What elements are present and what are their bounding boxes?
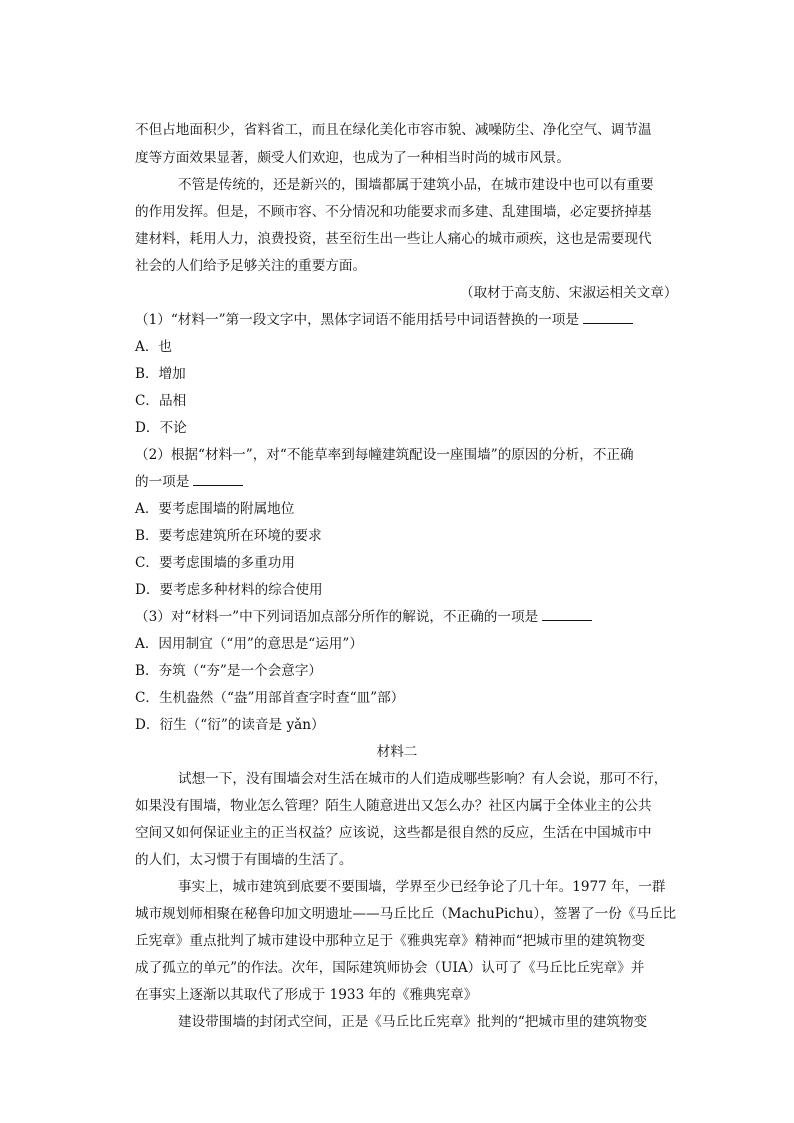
question-3-text: （3）对“材料一”中下列词语加点部分所作的解说，不正确的一项是 — [135, 609, 539, 625]
paragraph-line: 的作用发挥。但是，不顾市容、不分情况和功能要求而多建、乱建围墙，必定要挤掉基 — [135, 204, 652, 220]
paragraph-line: 空间又如何保证业主的正当权益？应该说，这些都是很自然的反应，生活在中国城市中 — [135, 825, 652, 841]
option-b: B．增加 — [135, 366, 186, 382]
option-c: C．品相 — [135, 393, 187, 409]
paragraph-line: 事实上，城市建筑到底要不要围墙，学界至少已经争论了几十年。1977 年，一群 — [178, 879, 666, 895]
paragraph-line: 丘宪章》重点批判了城市建设中那种立足于《雅典宪章》精神而“把城市里的建筑物变 — [135, 933, 645, 949]
option-b: B．要考虑建筑所在环境的要求 — [135, 528, 322, 544]
option-a: A．因用制宜（“用”的意思是“运用”） — [135, 636, 363, 652]
paragraph-line: 试想一下，没有围墙会对生活在城市的人们造成哪些影响？有人会说，那可不行， — [178, 771, 668, 787]
paragraph-line: 的人们，太习惯于有围墙的生活了。 — [135, 852, 353, 868]
paragraph-line: 不管是传统的，还是新兴的，围墙都属于建筑小品，在城市建设中也可以有重要 — [178, 177, 654, 193]
question-1-stem — [135, 310, 794, 330]
answer-blank — [542, 607, 592, 621]
option-a: A．也 — [135, 339, 173, 355]
paragraph-line: 不但占地面积少，省料省工，而且在绿化美化市容市貌、减噪防尘、净化空气、调节温 — [135, 122, 652, 138]
option-b: B．夯筑（“夯”是一个会意字） — [135, 663, 323, 679]
paragraph-line: 建材料，耗用人力，浪费投资，甚至衍生出一些让人痛心的城市顽疾，这也是需要现代 — [135, 231, 652, 247]
section-title: 材料二 — [376, 744, 418, 760]
paragraph-line: 建设带围墙的封闭式空间，正是《马丘比丘宪章》批判的“把城市里的建筑物变 — [178, 1014, 648, 1030]
option-d: D．不论 — [135, 420, 187, 436]
paragraph-line: 在事实上逐渐以其取代了形成于 1933 年的《雅典宪章》 — [135, 987, 478, 1003]
paragraph-line: 度等方面效果显著，颇受人们欢迎，也成为了一种相当时尚的城市风景。 — [135, 150, 570, 166]
answer-blank — [193, 472, 243, 486]
question-2-stem: （2）根据“材料一”，对“不能草率到每幢建筑配设一座围墙”的原因的分析，不正确 — [135, 447, 634, 463]
source-citation: （取材于高支舫、宋淑运相关文章） — [460, 285, 678, 301]
paragraph-line: 社会的人们给予足够关注的重要方面。 — [135, 258, 367, 274]
answer-blank — [583, 310, 633, 324]
paragraph-line: 城市规划师相聚在秘鲁印加文明遗址——马丘比丘（MachuPichu），签署了一份《马丘比 — [135, 906, 677, 922]
paragraph-line: 如果没有围墙，物业怎么管理？陌生人随意进出又怎么办？社区内属于全体业主的公共 — [135, 798, 652, 814]
question-3-stem — [135, 607, 794, 627]
option-c: C．生机盎然（“盎”用部首查字时查“皿”部） — [135, 690, 405, 706]
question-2-text: 的一项是 — [135, 474, 190, 490]
option-d: D．衍生（“衍”的读音是 yǎn） — [135, 717, 325, 733]
option-a: A．要考虑围墙的附属地位 — [135, 501, 295, 517]
question-2-stem-cont — [135, 472, 794, 492]
paragraph-line: 成了孤立的单元”的作法。次年，国际建筑师协会（UIA）认可了《马丘比丘宪章》并 — [135, 960, 645, 976]
question-1-text: （1）“材料一”第一段文字中，黑体字词语不能用括号中词语替换的一项是 — [135, 312, 579, 328]
option-c: C．要考虑围墙的多重功用 — [135, 555, 295, 571]
option-d: D．要考虑多种材料的综合使用 — [135, 582, 323, 598]
